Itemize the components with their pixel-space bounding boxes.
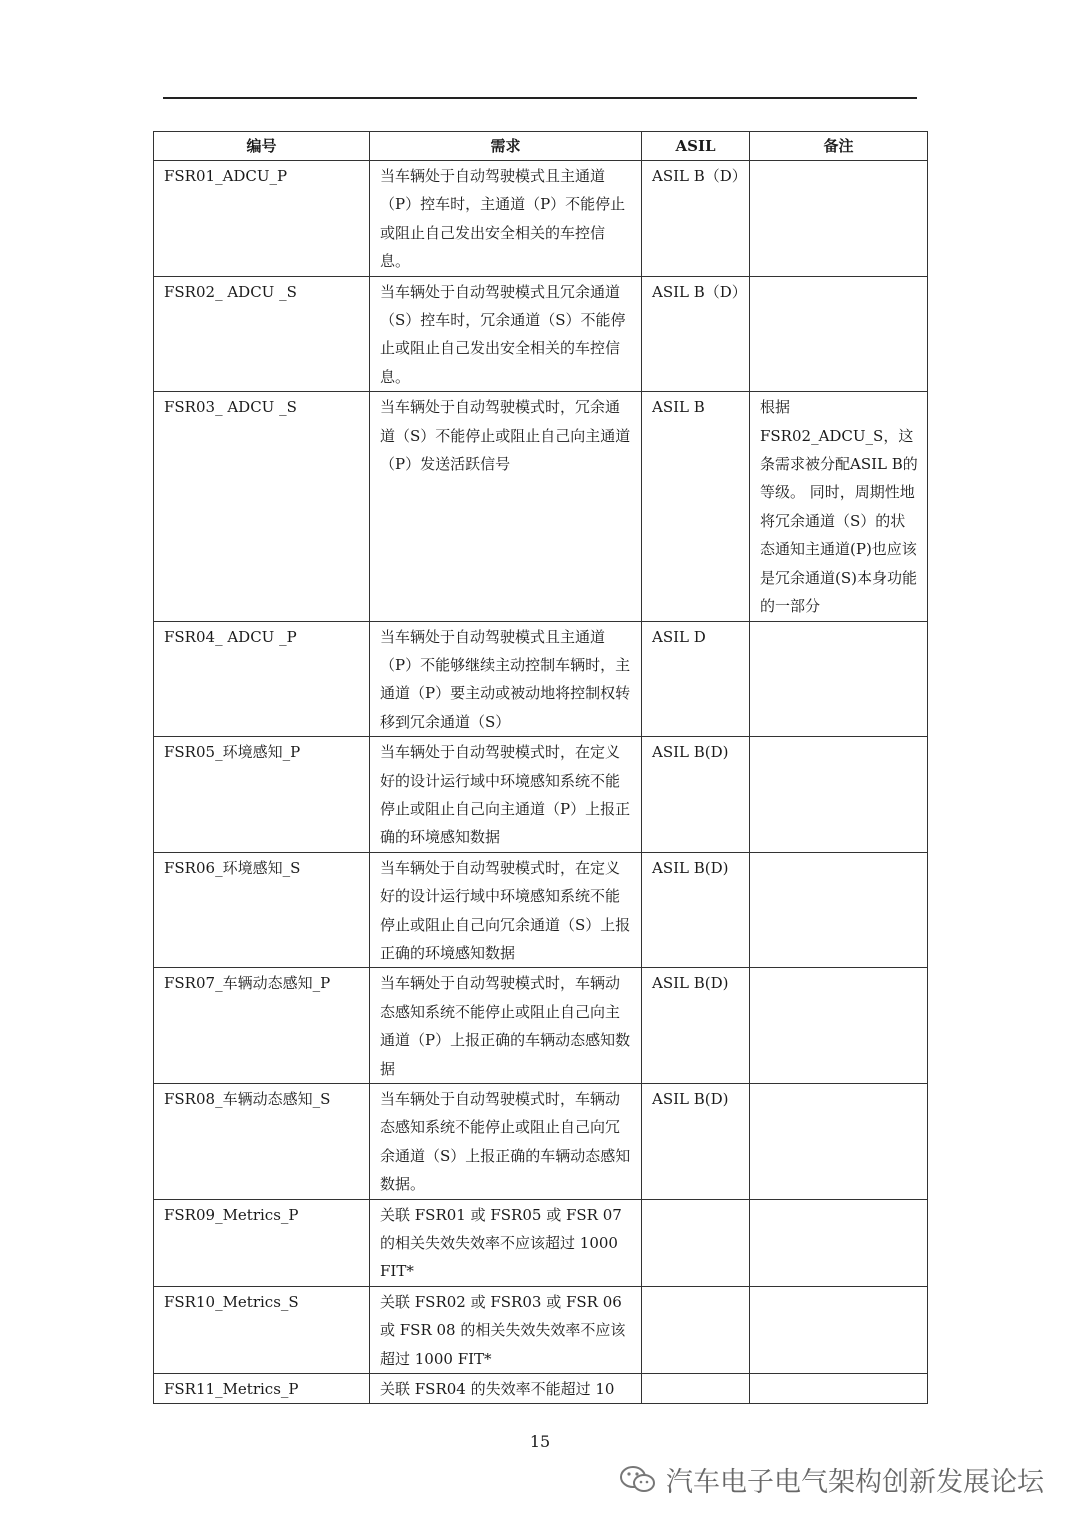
table-row <box>154 1199 928 1286</box>
watermark <box>618 1460 1044 1499</box>
cell-requirement: 当车辆处于自动驾驶模式且主通道（P）不能够继续主动控制车辆时，主通道（P）要主动或被动地将控制权转移到冗余通道（S） <box>370 621 642 737</box>
cell-note <box>750 1199 928 1286</box>
header-rule <box>163 97 917 99</box>
cell-note <box>750 621 928 737</box>
cell-id: FSR04_ ADCU _P <box>154 621 370 737</box>
watermark-text: 汽车电子电气架构创新发展论坛 <box>666 1467 1044 1498</box>
header-asil: ASIL <box>642 132 750 161</box>
cell-id: FSR09_Metrics_P <box>154 1199 370 1286</box>
cell-asil: ASIL B(D) <box>642 852 750 968</box>
cell-id: FSR07_车辆动态感知_P <box>154 968 370 1084</box>
table-row <box>154 161 928 277</box>
cell-requirement: 当车辆处于自动驾驶模式时，车辆动态感知系统不能停止或阻止自己向主通道（P）上报正确的车辆动态感知数据 <box>370 968 642 1084</box>
cell-requirement: 关联 FSR02 或 FSR03 或 FSR 06 或 FSR 08 的相关失效失效率不应该超过 1000 FIT* <box>370 1286 642 1373</box>
cell-requirement: 关联 FSR04 的失效率不能超过 10 <box>370 1374 642 1404</box>
cell-note <box>750 737 928 853</box>
cell-asil: ASIL B(D) <box>642 1084 750 1200</box>
cell-asil: ASIL B(D) <box>642 737 750 853</box>
cell-requirement: 当车辆处于自动驾驶模式时，在定义好的设计运行域中环境感知系统不能停止或阻止自己向冗余通道（S）上报正确的环境感知数据 <box>370 852 642 968</box>
page-number: 15 <box>529 1432 551 1451</box>
header-note: 备注 <box>750 132 928 161</box>
table-row <box>154 1286 928 1373</box>
cell-note: 根据FSR02_ADCU_S，这条需求被分配ASIL B的等级。 同时，周期性地将冗余通道（S）的状态通知主通道(P)也应该是冗余通道(S)本身功能的一部分 <box>750 392 928 621</box>
cell-asil: ASIL B（D） <box>642 161 750 277</box>
cell-requirement: 当车辆处于自动驾驶模式时，车辆动态感知系统不能停止或阻止自己向冗余通道（S）上报正确的车辆动态感知数据。 <box>370 1084 642 1200</box>
cell-note <box>750 276 928 392</box>
cell-note <box>750 161 928 277</box>
cell-requirement: 当车辆处于自动驾驶模式时，在定义好的设计运行域中环境感知系统不能停止或阻止自己向主通道（P）上报正确的环境感知数据 <box>370 737 642 853</box>
cell-id: FSR01_ADCU_P <box>154 161 370 277</box>
cell-note <box>750 968 928 1084</box>
cell-requirement: 当车辆处于自动驾驶模式且主通道（P）控车时，主通道（P）不能停止或阻止自己发出安全相关的车控信息。 <box>370 161 642 277</box>
cell-id: FSR08_车辆动态感知_S <box>154 1084 370 1200</box>
cell-requirement: 当车辆处于自动驾驶模式且冗余通道（S）控车时，冗余通道（S）不能停止或阻止自己发出安全相关的车控信息。 <box>370 276 642 392</box>
cell-asil <box>642 1374 750 1404</box>
cell-asil: ASIL B（D） <box>642 276 750 392</box>
cell-id: FSR10_Metrics_S <box>154 1286 370 1373</box>
cell-id: FSR03_ ADCU _S <box>154 392 370 621</box>
table-row <box>154 1374 928 1404</box>
cell-id: FSR05_环境感知_P <box>154 737 370 853</box>
requirements-table <box>153 131 928 1404</box>
cell-id: FSR02_ ADCU _S <box>154 276 370 392</box>
cell-id: FSR11_Metrics_P <box>154 1374 370 1404</box>
table-row <box>154 392 928 621</box>
cell-id: FSR06_环境感知_S <box>154 852 370 968</box>
wechat-icon <box>618 1464 658 1496</box>
table-row <box>154 621 928 737</box>
header-requirement: 需求 <box>370 132 642 161</box>
header-id: 编号 <box>154 132 370 161</box>
cell-note <box>750 1084 928 1200</box>
cell-note <box>750 1286 928 1373</box>
cell-note <box>750 1374 928 1404</box>
table-row <box>154 968 928 1084</box>
cell-requirement: 关联 FSR01 或 FSR05 或 FSR 07 的相关失效失效率不应该超过 1000 FIT* <box>370 1199 642 1286</box>
cell-requirement: 当车辆处于自动驾驶模式时，冗余通道（S）不能停止或阻止自己向主通道（P）发送活跃信号 <box>370 392 642 621</box>
cell-asil <box>642 1199 750 1286</box>
table-header-row <box>154 132 928 161</box>
cell-note <box>750 852 928 968</box>
cell-asil: ASIL B <box>642 392 750 621</box>
cell-asil <box>642 1286 750 1373</box>
table-row <box>154 737 928 853</box>
table-row <box>154 852 928 968</box>
cell-asil: ASIL B(D) <box>642 968 750 1084</box>
table-row <box>154 276 928 392</box>
table-row <box>154 1084 928 1200</box>
cell-asil: ASIL D <box>642 621 750 737</box>
